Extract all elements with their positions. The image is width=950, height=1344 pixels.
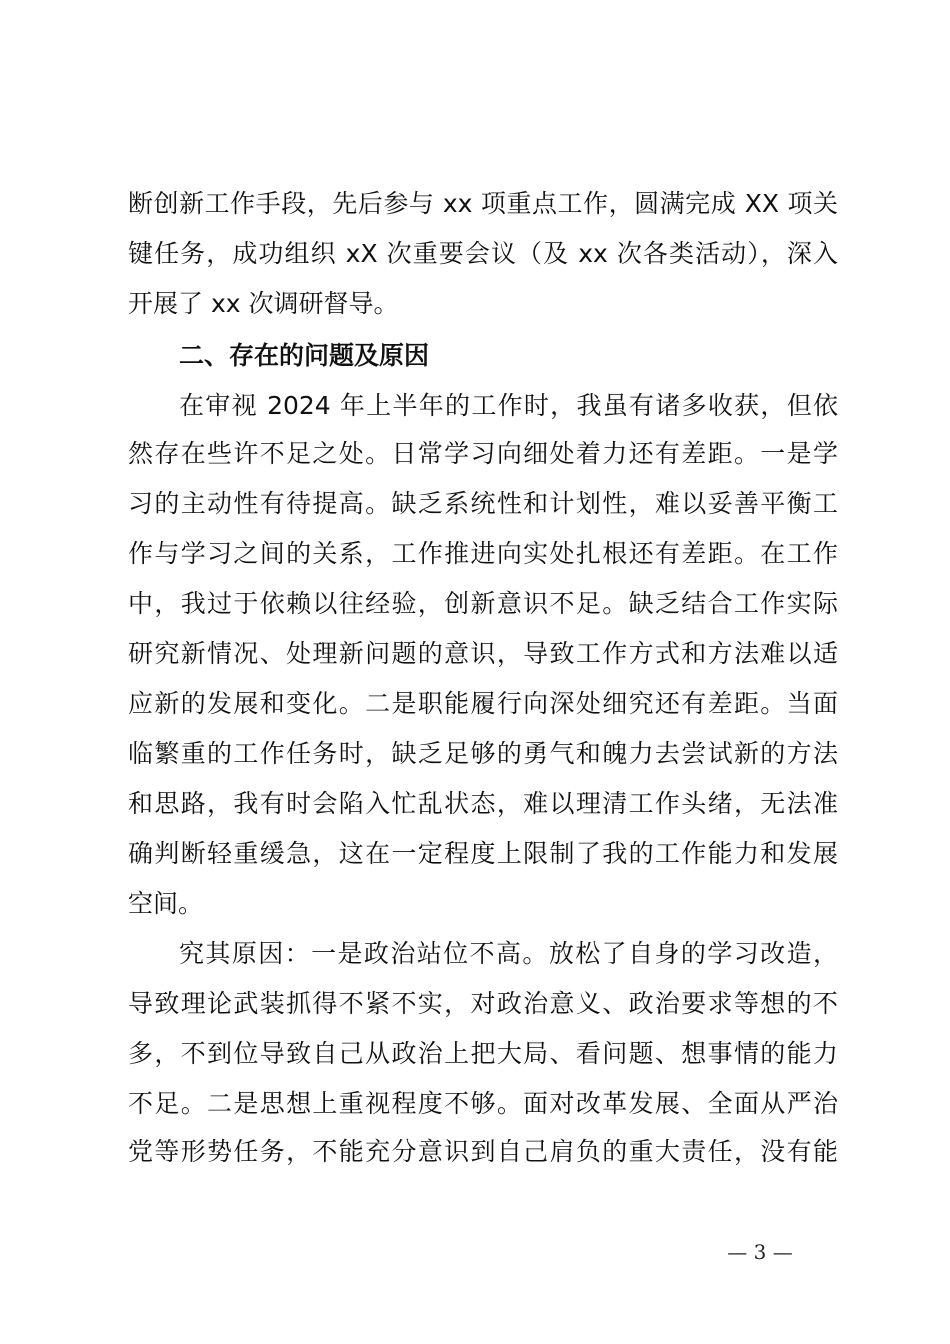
paragraph-line: 多，不到位导致自己从政治上把大局、看问题、想事情的能力 (128, 1039, 838, 1068)
paragraph-line: 党等形势任务，不能充分意识到自己肩负的重大责任，没有能 (128, 1137, 838, 1166)
section-heading: 二、存在的问题及原因 (179, 341, 430, 370)
paragraph-line: 确判断轻重缓急，这在一定程度上限制了我的工作能力和发展 (128, 839, 838, 868)
paragraph-line: 研究新情况、处理新问题的意识，导致工作方式和方法难以适 (128, 639, 838, 668)
paragraph-line: 应新的发展和变化。二是职能履行向深处细究还有差距。当面 (128, 689, 838, 718)
paragraph-line: 键任务，成功组织 xX 次重要会议（及 xx 次各类活动），深入 (128, 239, 838, 268)
paragraph-line: 中，我过于依赖以往经验，创新意识不足。缺乏结合工作实际 (128, 589, 838, 618)
paragraph-line: 临繁重的工作任务时，缺乏足够的勇气和魄力去尝试新的方法 (128, 739, 838, 768)
paragraph-line: 开展了 xx 次调研督导。 (128, 289, 399, 318)
paragraph-line: 习的主动性有待提高。缺乏系统性和计划性，难以妥善平衡工 (128, 489, 838, 518)
paragraph-line: 究其原因：一是政治站位不高。放松了自身的学习改造， (179, 939, 838, 968)
paragraph-line: 空间。 (128, 889, 204, 918)
paragraph-line: 和思路，我有时会陷入忙乱状态，难以理清工作头绪，无法准 (128, 789, 838, 818)
paragraph-line: 然存在些许不足之处。日常学习向细处着力还有差距。一是学 (128, 439, 838, 468)
paragraph-line: 导致理论武装抓得不紧不实，对政治意义、政治要求等想的不 (128, 989, 838, 1018)
paragraph-line: 在审视 2024 年上半年的工作时，我虽有诸多收获，但依 (179, 391, 838, 420)
paragraph-line: 断创新工作手段，先后参与 xx 项重点工作，圆满完成 XX 项关 (128, 189, 838, 218)
page-number: — 3 — (727, 1240, 793, 1264)
paragraph-line: 作与学习之间的关系，工作推进向实处扎根还有差距。在工作 (128, 539, 838, 568)
paragraph-line: 不足。二是思想上重视程度不够。面对改革发展、全面从严治 (128, 1089, 838, 1118)
